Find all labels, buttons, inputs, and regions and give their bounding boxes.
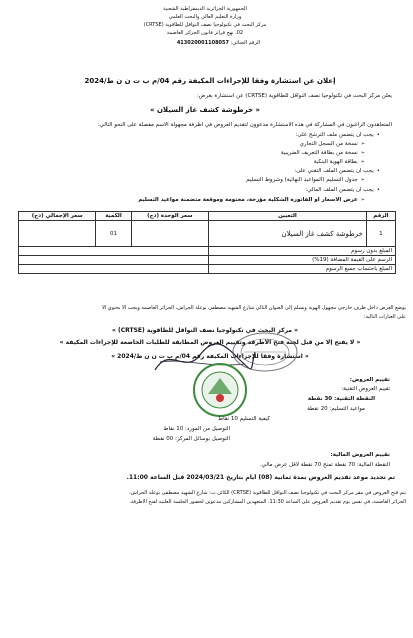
header-fiscal xyxy=(90,40,260,46)
eval-tech-heading: تقييم العروض التقنية: xyxy=(341,386,390,392)
table-total-row xyxy=(19,265,396,274)
th-total: سعر الإجمالي (دج) xyxy=(19,212,96,221)
items-table xyxy=(18,211,396,274)
total-excl-tax-value xyxy=(19,247,209,256)
eval-fin-heading: تقييم العروض المالية: xyxy=(330,452,390,458)
fiscal-number: 413020001108057 xyxy=(176,40,229,46)
envelope-quote-center: « مركز البحث في تكنولوجيا نصف النواقل للطاقوية (CRTSE) » xyxy=(112,327,298,334)
document-title: إعلان عن استشارة وفقا للإجراءات المكيفة رقم 04/م ب ت ن ن ط/2024 xyxy=(84,77,336,85)
cell-quantity: 01 xyxy=(96,221,131,247)
cell-designation: خرطوشة كشف غاز السيلان xyxy=(209,221,367,247)
bullet-tax-card: ➢ نسخة من بطاقة التعريف الضريبية xyxy=(60,150,365,156)
eval-delivery-mode: كيفية التسليم 10 نقاط xyxy=(218,416,270,422)
table-row xyxy=(19,221,396,247)
intro-instructions: المتعاهدون الراغبون في المشاركة في هذه الاستشارة مدعوون لتقديم العروض في أظرفة مجهولة الاسم مفصلة على النحو التالي: xyxy=(97,122,392,128)
envelope-quote-opening: « لا يفتح إلا من قبل لجنة فتح الأظرفة وتقييم العروض المطابقة للطلبات الخاضعة للإجراءات المكيفة » xyxy=(59,339,361,346)
th-quantity: الكمية xyxy=(96,212,131,221)
header-ministry: وزارة التعليم العالي والبحث العلمي xyxy=(168,14,242,20)
eval-tech-points: النقطة التقنية: 30 نقطة xyxy=(307,396,375,402)
bullet-quote: ➢ عرض الأسعار أو الفاتورة الشكلية مؤرخة، مختومة وموقعة متضمنة مواعيد التسليم xyxy=(60,197,365,203)
th-unit-price: سعر الوحدة (دج) xyxy=(131,212,208,221)
total-incl-tax-value xyxy=(19,265,209,274)
opening-line: يتم فتح العروض في مقر مركز البحث في تكنولوجيا نصف النواقل للطاقوية (CRTSE) الكائن ب: شارع الشهيد مصطفى بوعلة الحراش، xyxy=(129,490,406,496)
subject-line: « خرطوشة كشف غاز السيلان » xyxy=(149,106,260,114)
vat-label: الرسم على القيمة المضافة (19%) xyxy=(209,256,396,265)
cell-total xyxy=(19,221,96,247)
eval-fin-points: النقطة المالية: 70 نقطة تمنح 70 نقطة لأقل عرض مالي. xyxy=(259,462,390,468)
bullet-technical: • يجب أن يتضمن الملف التقني على: xyxy=(60,168,380,174)
envelope-quote-consultation: « استشارة وفقا للإجراءات المكيفة رقم 04/م ب ت ن ن ط/2024 » xyxy=(111,353,309,360)
eval-heading: تقييم العروض: xyxy=(349,377,390,383)
deposit-line-2: على العبارات التالية: xyxy=(363,314,406,320)
header-center: مركز البحث في تكنولوجيا نصف النواقل للطاقوية (CRTSE) xyxy=(143,22,267,28)
header-republic: الجمهورية الجزائرية الديمقراطية الشعبية xyxy=(163,6,247,12)
bullet-financial: • يجب أن يتضمن الملف المالي: xyxy=(60,187,380,193)
vat-value xyxy=(19,256,209,265)
fiscal-label: الرقم الجبائي: xyxy=(230,40,260,46)
eval-center-delivery: التوصيل بوسائل المركز: 00 نقطة xyxy=(152,436,230,442)
intro-line: يعلن مركز البحث في تكنولوجيا نصف النواقل للطاقوية (CRTSE) عن استشارة بغرض: xyxy=(196,93,392,99)
bullet-candidacy: • يجب أن يتضمن ملف الترشح على: xyxy=(60,132,380,138)
header-address: 02، نهج فرانز فانون الجزائر العاصمة xyxy=(166,30,244,36)
total-excl-tax-label: المبلغ بدون رسوم xyxy=(209,247,396,256)
total-incl-tax-label: المبلغ باحتساب جميع الرسوم xyxy=(209,265,396,274)
deposit-line: يوضع العرض داخل ظرف خارجي مجهول الهوية ويسلم إلى العنوان التالي شارع الشهيد مصطفى بوعلة الحراش، الجزائر العاصمة ويجب ألا يحتوي الا xyxy=(101,305,406,311)
deadline-line: تم تحديد موعد تقديم العروض بمدة ثمانية (08) أيام بتاريخ 2024/03/21 قبل الساعة 11:00. xyxy=(126,474,395,481)
eval-supplier-delivery: التوصيل من المورد: 10 نقاط xyxy=(163,426,230,432)
bullet-register: ➢ نسخة من السجل التجاري xyxy=(60,141,365,147)
table-total-row xyxy=(19,247,396,256)
th-number: الرقم xyxy=(366,212,395,221)
cell-unit-price xyxy=(131,221,208,247)
cell-number: 1 xyxy=(366,221,395,247)
table-total-row xyxy=(19,256,396,265)
eval-delivery-time: مواعيد التسليم: 20 نقطة xyxy=(307,406,365,412)
bullet-delivery-schedule: ➢ جدول التسليم (المواعيد النهائية) وشروط التسليم xyxy=(60,177,365,183)
bullet-bank-id: ➢ بطاقة الهوية البنكية xyxy=(60,159,365,165)
opening-line-2: الجزائر العاصمة، في نفس يوم تقديم العروض على الساعة 11:30. المتعهدين المشاركين مدعوين لحضور الجلسة العلنية لفتح الأظرفة. xyxy=(129,499,406,505)
table-header-row xyxy=(19,212,396,221)
th-designation: التعيين xyxy=(209,212,367,221)
